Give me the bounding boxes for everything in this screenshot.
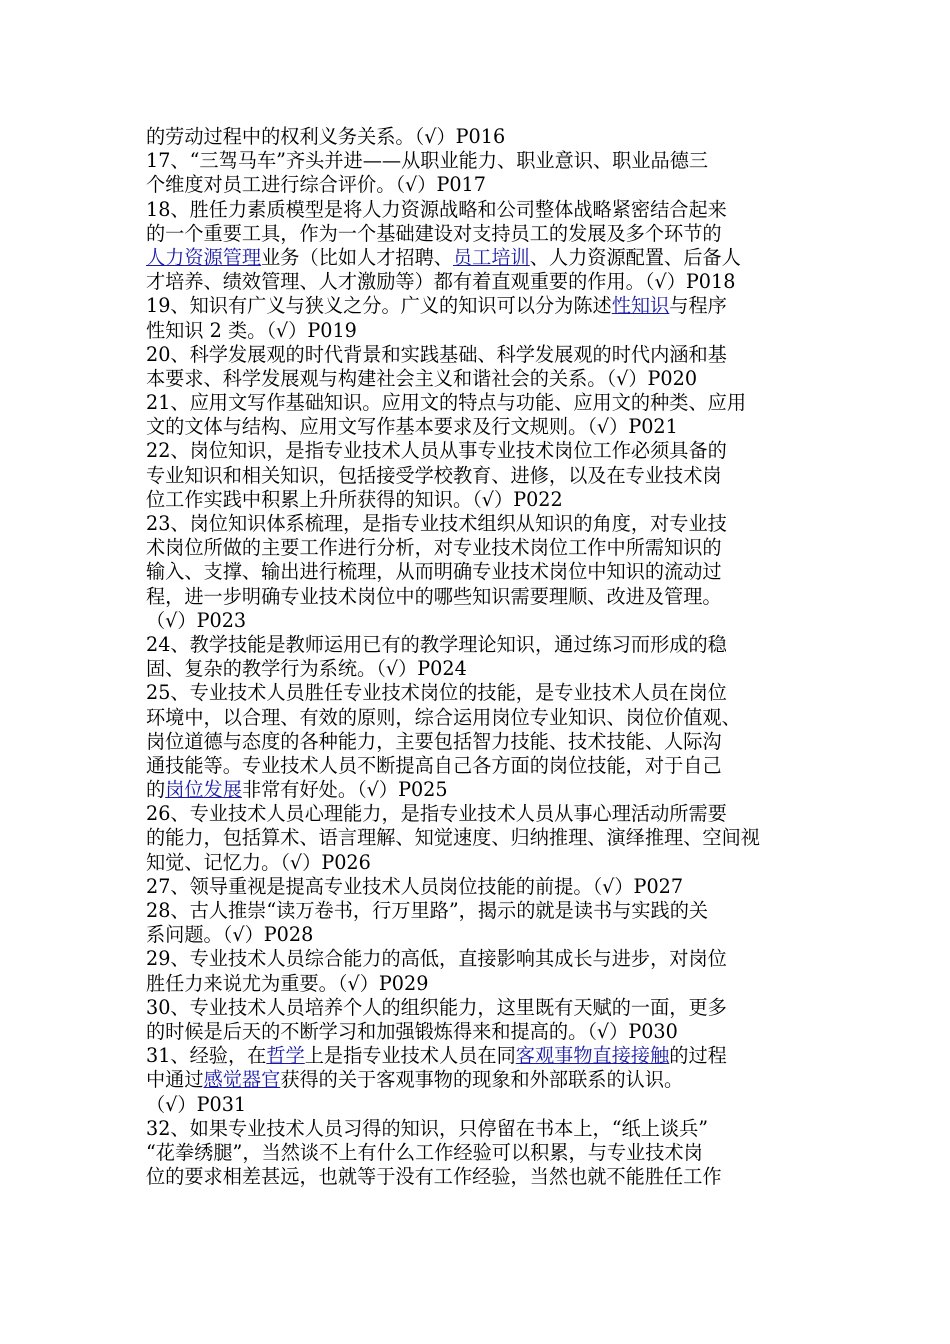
text-segment: 程，进一步明确专业技术岗位中的哪些知识需要理顺、改进及管理。 (146, 584, 722, 608)
text-line (146, 633, 814, 657)
text-segment: 18、胜任力素质模型是将人力资源战略和公司整体战略紧密结合起来 (146, 197, 727, 221)
text-segment: 26、专业技术人员心理能力，是指专业技术人员从事心理活动所需要 (146, 802, 727, 826)
hyperlink[interactable]: 性知识 (611, 294, 670, 318)
text-segment: 30、专业技术人员培养个人的组织能力，这里既有天赋的一面，更多 (146, 995, 727, 1019)
text-line (146, 1093, 814, 1117)
text-segment: “花拳绣腿”，当然谈不上有什么工作经验可以积累，与专业技术岗 (146, 1140, 703, 1164)
text-line (146, 125, 814, 149)
text-segment: 的时候是后天的不断学习和加强锻炼得来和提高的。（√）P030 (146, 1019, 678, 1043)
text-line (146, 875, 814, 899)
text-segment: 29、专业技术人员综合能力的高低，直接影响其成长与进步，对岗位 (146, 947, 727, 971)
text-segment: 业务（比如人才招聘、 (261, 245, 453, 269)
text-line (146, 802, 814, 826)
hyperlink[interactable]: 感觉器官 (203, 1068, 281, 1092)
text-line (146, 173, 814, 197)
text-segment: 28、古人推崇“读万卷书，行万里路”，揭示的就是读书与实践的关 (146, 899, 709, 922)
text-segment: 32、如果专业技术人员习得的知识，只停留在书本上，“纸上谈兵” (146, 1116, 709, 1140)
text-segment: 输入、支撑、输出进行梳理，从而明确专业技术岗位中知识的流动过 (146, 560, 722, 584)
text-segment: 获得的关于客观事物的现象和外部联系的认识。 (280, 1068, 684, 1092)
text-segment: 17、“三驾马车”齐头并进——从职业能力、职业意识、职业品德三 (146, 149, 709, 173)
text-line (146, 681, 814, 705)
text-line (146, 198, 814, 222)
text-line (146, 899, 814, 923)
text-line (146, 1117, 814, 1141)
text-line (146, 439, 814, 463)
text-segment: 中通过 (146, 1068, 204, 1092)
text-segment: 19、知识有广义与狭义之分。广义的知识可以分为陈述 (146, 294, 612, 318)
text-line (146, 1044, 814, 1068)
text-segment: 专业知识和相关知识，包括接受学校教育、进修，以及在专业技术岗 (146, 463, 722, 487)
text-line (146, 609, 814, 633)
text-segment: 27、领导重视是提高专业技术人员岗位技能的前提。（√）P027 (146, 874, 684, 898)
text-segment: 非常有好处。（√）P025 (241, 778, 448, 802)
text-segment: 的 (146, 778, 166, 802)
text-line (146, 947, 814, 971)
text-segment: 的过程 (669, 1044, 727, 1068)
text-line (146, 754, 814, 778)
text-segment: 胜任力来说尤为重要。（√）P029 (146, 971, 429, 995)
text-line (146, 367, 814, 391)
text-line (146, 1068, 814, 1092)
text-line (146, 1141, 814, 1165)
text-line (146, 826, 814, 850)
text-segment: 位的要求相差甚远，也就等于没有工作经验，当然也就不能胜任工作 (146, 1165, 722, 1189)
text-line (146, 488, 814, 512)
text-line (146, 222, 814, 246)
text-segment: 本要求、科学发展观与构建社会主义和谐社会的关系。（√）P020 (146, 366, 698, 390)
text-segment: （√）P031 (146, 1092, 247, 1116)
text-segment: 个维度对员工进行综合评价。（√）P017 (146, 173, 486, 197)
text-segment: 25、专业技术人员胜任专业技术岗位的技能，是专业技术人员在岗位 (146, 681, 727, 705)
text-line (146, 343, 814, 367)
text-line (146, 294, 814, 318)
text-segment: 通技能等。专业技术人员不断提高自己各方面的岗位技能，对于自己 (146, 753, 722, 777)
hyperlink[interactable]: 人力资源管理 (146, 245, 262, 269)
text-segment: 24、教学技能是教师运用已有的教学理论知识，通过练习而形成的稳 (146, 632, 727, 656)
text-segment: 术岗位所做的主要工作进行分析，对专业技术岗位工作中所需知识的 (146, 536, 722, 560)
text-line (146, 730, 814, 754)
text-line (146, 1020, 814, 1044)
text-line (146, 560, 814, 584)
text-line (146, 246, 814, 270)
text-segment: 的一个重要工具，作为一个基础建设对支持员工的发展及多个环节的 (146, 221, 722, 245)
text-segment: 上是指专业技术人员在同 (304, 1044, 516, 1068)
text-segment: 的能力，包括算术、语言理解、知觉速度、归纳推理、演绎推理、空间视 (146, 826, 760, 850)
text-line (146, 464, 814, 488)
document-page (146, 125, 814, 1189)
text-segment: 23、岗位知识体系梳理，是指专业技术组织从知识的角度，对专业技 (146, 512, 727, 535)
text-line (146, 391, 814, 415)
text-segment: 、人力资源配置、后备人 (529, 245, 741, 269)
text-line (146, 536, 814, 560)
text-segment: 环境中，以合理、有效的原则，综合运用岗位专业知识、岗位价值观、 (146, 705, 741, 729)
text-segment: 岗位道德与态度的各种能力，主要包括智力技能、技术技能、人际沟 (146, 729, 722, 753)
text-segment: 与程序 (669, 294, 727, 318)
text-segment: 固、复杂的教学行为系统。（√）P024 (146, 657, 467, 681)
text-line (146, 972, 814, 996)
text-segment: 22、岗位知识，是指专业技术人员从事专业技术岗位工作必须具备的 (146, 439, 727, 463)
text-segment: 知觉、记忆力。（√）P026 (146, 850, 371, 874)
text-segment: （√）P023 (146, 608, 247, 632)
text-line (146, 851, 814, 875)
hyperlink[interactable]: 岗位发展 (165, 778, 242, 802)
text-segment: 性知识 2 类。（√）P019 (146, 318, 357, 342)
text-segment: 才培养、绩效管理、人才激励等）都有着直观重要的作用。（√）P018 (146, 270, 736, 294)
hyperlink[interactable]: 哲学 (266, 1044, 305, 1068)
text-line (146, 706, 814, 730)
text-segment: 31、经验，在 (146, 1044, 267, 1068)
text-line (146, 585, 814, 609)
text-line (146, 923, 814, 947)
text-line (146, 512, 814, 536)
text-segment: 21、应用文写作基础知识。应用文的特点与功能、应用文的种类、应用 (146, 391, 747, 415)
text-line (146, 996, 814, 1020)
text-segment: 系问题。（√）P028 (146, 923, 314, 947)
text-line (146, 657, 814, 681)
text-line (146, 149, 814, 173)
text-line (146, 778, 814, 802)
text-segment: 20、科学发展观的时代背景和实践基础、科学发展观的时代内涵和基 (146, 342, 727, 366)
text-segment: 位工作实践中积累上升所获得的知识。（√）P022 (146, 487, 563, 511)
hyperlink[interactable]: 员工培训 (453, 245, 530, 269)
text-line (146, 270, 814, 294)
text-segment: 的劳动过程中的权利义务关系。（√）P016 (146, 125, 506, 148)
text-line (146, 1165, 814, 1189)
text-segment: 文的文体与结构、应用文写作基本要求及行文规则。（√）P021 (146, 415, 678, 439)
hyperlink[interactable]: 客观事物直接接触 (515, 1044, 670, 1068)
text-line (146, 415, 814, 439)
text-line (146, 319, 814, 343)
